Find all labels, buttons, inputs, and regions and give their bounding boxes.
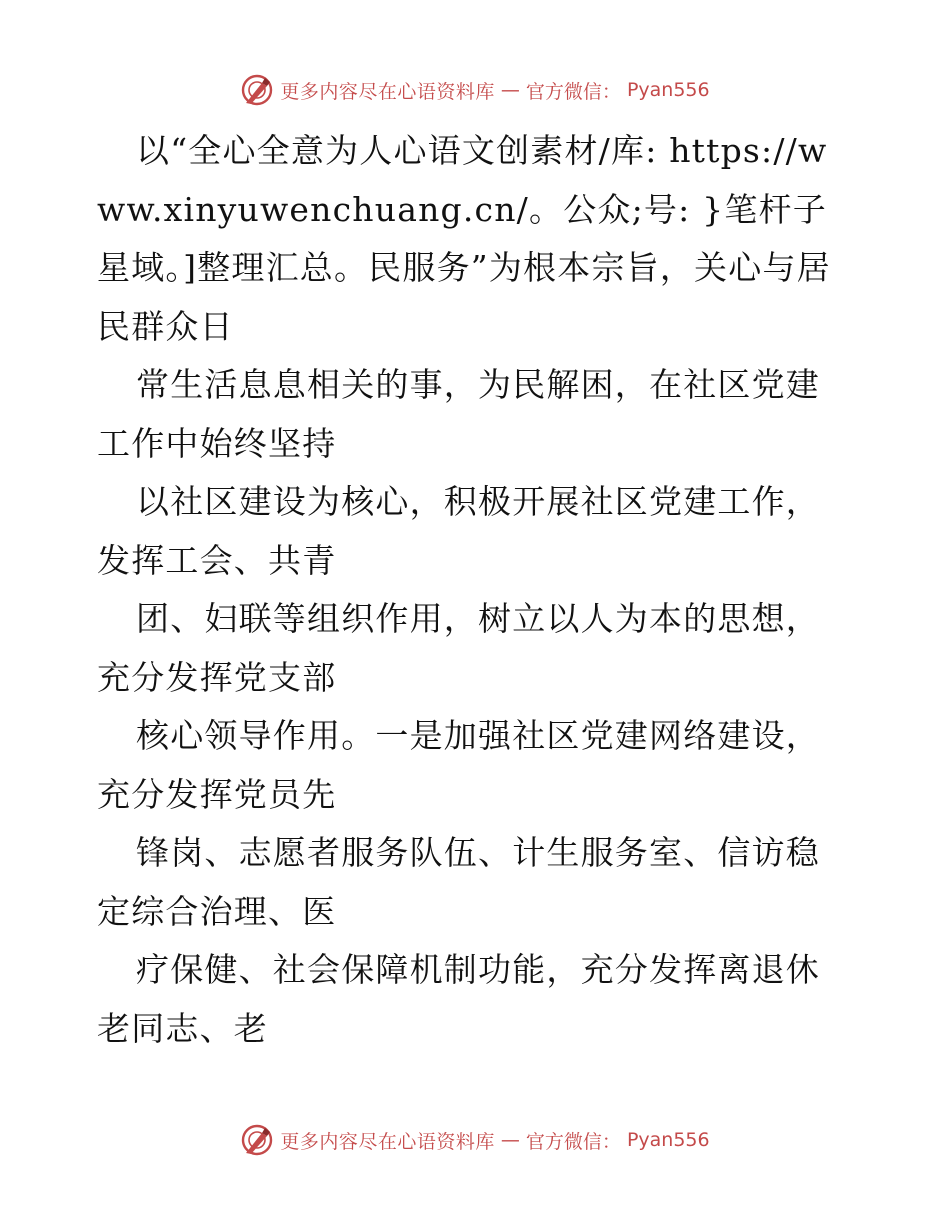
header-wechat-label: 官方微信：: [525, 80, 621, 103]
header-banner-text: 更多内容尽在心语资料库: [280, 80, 495, 103]
footer-banner-dash: —: [500, 1129, 520, 1151]
paragraph-6: 锋岗、志愿者服务队伍、计生服务室、信访稳定综合治理、医: [97, 833, 820, 931]
header-banner-inner: [240, 73, 709, 107]
document-body: [97, 122, 853, 1058]
paragraph-2: 常生活息息相关的事，为民解困，在社区党建工作中始终坚持: [97, 365, 820, 463]
paragraph-5: 核心领导作用。一是加强社区党建网络建设，充分发挥党员先: [97, 716, 820, 814]
pen-logo-icon: [240, 1123, 274, 1157]
header-banner: [0, 70, 950, 110]
paragraph-7: 疗保健、社会保障机制功能，充分发挥离退休老同志、老: [97, 950, 820, 1048]
footer-banner-inner: [240, 1123, 709, 1157]
footer-wechat-label: 官方微信：: [525, 1130, 621, 1153]
paragraph-1: 以“全心全意为人心语文创素材/库: https://www.xinyuwenchuang.cn/。公众;号: }笔杆子星域。]整理汇总。民服务”为根本宗旨，关心与居民群众日: [97, 131, 831, 346]
footer-banner-text: 更多内容尽在心语资料库: [280, 1130, 495, 1153]
header-banner-dash: —: [500, 79, 520, 101]
footer-wechat-id: Pyan556: [626, 1129, 710, 1151]
header-wechat-id: Pyan556: [626, 79, 710, 101]
paragraph-4: 团、妇联等组织作用，树立以人为本的思想，充分发挥党支部: [97, 599, 820, 697]
footer-banner: [0, 1120, 950, 1160]
pen-logo-icon: [240, 73, 274, 107]
paragraph-3: 以社区建设为核心，积极开展社区党建工作，发挥工会、共青: [97, 482, 820, 580]
